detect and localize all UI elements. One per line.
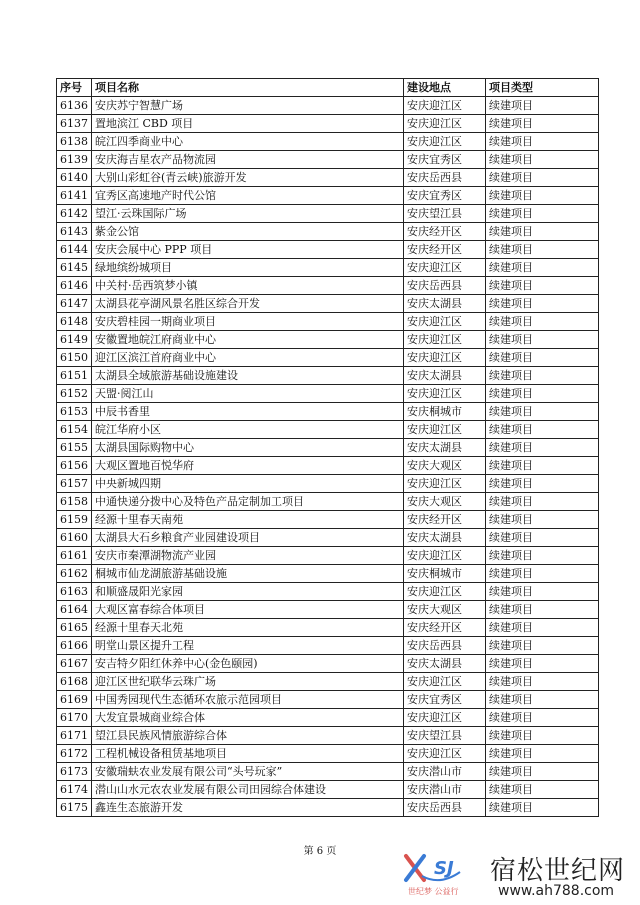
serial-cell: 6155 bbox=[57, 439, 92, 457]
location-cell: 安庆大观区 bbox=[404, 493, 486, 511]
table-row bbox=[57, 547, 599, 565]
serial-cell: 6168 bbox=[57, 673, 92, 691]
location-cell: 安庆迎江区 bbox=[404, 331, 486, 349]
project-type-cell: 续建项目 bbox=[486, 619, 599, 637]
location-cell: 安庆太湖县 bbox=[404, 439, 486, 457]
location-cell: 安庆大观区 bbox=[404, 601, 486, 619]
serial-cell: 6157 bbox=[57, 475, 92, 493]
table-row bbox=[57, 295, 599, 313]
project-name-cell: 迎江区世纪联华云珠广场 bbox=[92, 673, 404, 691]
project-name-cell: 经源十里春天南苑 bbox=[92, 511, 404, 529]
project-name-cell: 明堂山景区提升工程 bbox=[92, 637, 404, 655]
table-row bbox=[57, 655, 599, 673]
project-name-cell: 宜秀区高速地产时代公馆 bbox=[92, 187, 404, 205]
project-type-cell: 续建项目 bbox=[486, 799, 599, 817]
project-type-cell: 续建项目 bbox=[486, 763, 599, 781]
project-name-cell: 安徽置地皖江府商业中心 bbox=[92, 331, 404, 349]
project-type-cell: 续建项目 bbox=[486, 583, 599, 601]
location-cell: 安庆迎江区 bbox=[404, 547, 486, 565]
serial-cell: 6148 bbox=[57, 313, 92, 331]
project-name-cell: 望江·云珠国际广场 bbox=[92, 205, 404, 223]
watermark-tagline: 世纪梦 公益行 bbox=[408, 887, 459, 896]
serial-cell: 6141 bbox=[57, 187, 92, 205]
project-type-cell: 续建项目 bbox=[486, 529, 599, 547]
project-type-cell: 续建项目 bbox=[486, 403, 599, 421]
project-type-cell: 续建项目 bbox=[486, 655, 599, 673]
location-cell: 安庆大观区 bbox=[404, 457, 486, 475]
table-row bbox=[57, 709, 599, 727]
serial-cell: 6171 bbox=[57, 727, 92, 745]
page-number: 第 6 页 bbox=[303, 846, 337, 857]
serial-cell: 6158 bbox=[57, 493, 92, 511]
serial-cell: 6144 bbox=[57, 241, 92, 259]
project-name-cell: 太湖县全域旅游基础设施建设 bbox=[92, 367, 404, 385]
project-type-cell: 续建项目 bbox=[486, 133, 599, 151]
table-row bbox=[57, 331, 599, 349]
project-name-cell: 置地滨江 CBD 项目 bbox=[92, 115, 404, 133]
serial-cell: 6173 bbox=[57, 763, 92, 781]
project-name-cell: 潜山山水元农农业发展有限公司田园综合体建设 bbox=[92, 781, 404, 799]
location-cell: 安庆迎江区 bbox=[404, 259, 486, 277]
header-location: 建设地点 bbox=[404, 79, 486, 97]
table-row bbox=[57, 349, 599, 367]
project-type-cell: 续建项目 bbox=[486, 367, 599, 385]
project-name-cell: 中通快递分拨中心及特色产品定制加工项目 bbox=[92, 493, 404, 511]
project-name-cell: 迎江区滨江首府商业中心 bbox=[92, 349, 404, 367]
location-cell: 安庆迎江区 bbox=[404, 349, 486, 367]
table-row bbox=[57, 115, 599, 133]
header-project-type: 项目类型 bbox=[486, 79, 599, 97]
table-row bbox=[57, 277, 599, 295]
project-name-cell: 鑫连生态旅游开发 bbox=[92, 799, 404, 817]
table-row bbox=[57, 367, 599, 385]
project-name-cell: 安庆市秦潭湖物流产业园 bbox=[92, 547, 404, 565]
location-cell: 安庆太湖县 bbox=[404, 529, 486, 547]
table-row bbox=[57, 151, 599, 169]
location-cell: 安庆迎江区 bbox=[404, 115, 486, 133]
project-type-cell: 续建项目 bbox=[486, 331, 599, 349]
table-row bbox=[57, 205, 599, 223]
serial-cell: 6167 bbox=[57, 655, 92, 673]
location-cell: 安庆迎江区 bbox=[404, 709, 486, 727]
serial-cell: 6139 bbox=[57, 151, 92, 169]
project-name-cell: 桐城市仙龙湖旅游基础设施 bbox=[92, 565, 404, 583]
project-type-cell: 续建项目 bbox=[486, 421, 599, 439]
table-row bbox=[57, 511, 599, 529]
location-cell: 安庆宜秀区 bbox=[404, 151, 486, 169]
location-cell: 安庆岳西县 bbox=[404, 637, 486, 655]
location-cell: 安庆望江县 bbox=[404, 727, 486, 745]
location-cell: 安庆岳西县 bbox=[404, 277, 486, 295]
location-cell: 安庆岳西县 bbox=[404, 799, 486, 817]
table-row bbox=[57, 241, 599, 259]
table-row bbox=[57, 583, 599, 601]
project-type-cell: 续建项目 bbox=[486, 349, 599, 367]
project-type-cell: 续建项目 bbox=[486, 601, 599, 619]
header-serial: 序号 bbox=[57, 79, 92, 97]
table-row bbox=[57, 493, 599, 511]
location-cell: 安庆桐城市 bbox=[404, 565, 486, 583]
header-project-name: 项目名称 bbox=[92, 79, 404, 97]
project-type-cell: 续建项目 bbox=[486, 295, 599, 313]
project-type-cell: 续建项目 bbox=[486, 277, 599, 295]
project-type-cell: 续建项目 bbox=[486, 115, 599, 133]
project-type-cell: 续建项目 bbox=[486, 493, 599, 511]
location-cell: 安庆宜秀区 bbox=[404, 691, 486, 709]
location-cell: 安庆迎江区 bbox=[404, 97, 486, 115]
project-name-cell: 安吉特夕阳红休养中心(金色颐园) bbox=[92, 655, 404, 673]
table-row bbox=[57, 439, 599, 457]
location-cell: 安庆太湖县 bbox=[404, 367, 486, 385]
project-name-cell: 安庆苏宁智慧广场 bbox=[92, 97, 404, 115]
table-row bbox=[57, 637, 599, 655]
project-type-cell: 续建项目 bbox=[486, 439, 599, 457]
project-name-cell: 皖江四季商业中心 bbox=[92, 133, 404, 151]
table-row bbox=[57, 187, 599, 205]
project-type-cell: 续建项目 bbox=[486, 457, 599, 475]
serial-cell: 6151 bbox=[57, 367, 92, 385]
svg-text:SJ: SJ bbox=[434, 858, 454, 879]
serial-cell: 6143 bbox=[57, 223, 92, 241]
serial-cell: 6166 bbox=[57, 637, 92, 655]
project-name-cell: 安庆碧桂园一期商业项目 bbox=[92, 313, 404, 331]
project-name-cell: 中辰书香里 bbox=[92, 403, 404, 421]
project-name-cell: 大发宜景城商业综合体 bbox=[92, 709, 404, 727]
location-cell: 安庆潜山市 bbox=[404, 781, 486, 799]
table-row bbox=[57, 133, 599, 151]
project-type-cell: 续建项目 bbox=[486, 565, 599, 583]
serial-cell: 6152 bbox=[57, 385, 92, 403]
serial-cell: 6164 bbox=[57, 601, 92, 619]
serial-cell: 6175 bbox=[57, 799, 92, 817]
project-name-cell: 天盟·阅江山 bbox=[92, 385, 404, 403]
project-name-cell: 大观区置地百悦华府 bbox=[92, 457, 404, 475]
location-cell: 安庆迎江区 bbox=[404, 421, 486, 439]
table-row bbox=[57, 673, 599, 691]
location-cell: 安庆太湖县 bbox=[404, 295, 486, 313]
table-header-row bbox=[57, 79, 599, 97]
project-name-cell: 大观区富春综合体项目 bbox=[92, 601, 404, 619]
table-row bbox=[57, 385, 599, 403]
table-row bbox=[57, 781, 599, 799]
project-name-cell: 大别山彩虹谷(青云峡)旅游开发 bbox=[92, 169, 404, 187]
location-cell: 安庆望江县 bbox=[404, 205, 486, 223]
table-row bbox=[57, 313, 599, 331]
project-name-cell: 中央新城四期 bbox=[92, 475, 404, 493]
location-cell: 安庆太湖县 bbox=[404, 655, 486, 673]
serial-cell: 6154 bbox=[57, 421, 92, 439]
project-type-cell: 续建项目 bbox=[486, 223, 599, 241]
project-type-cell: 续建项目 bbox=[486, 169, 599, 187]
watermark-url: www.ah788.com bbox=[498, 883, 615, 899]
table-row bbox=[57, 565, 599, 583]
project-type-cell: 续建项目 bbox=[486, 187, 599, 205]
project-name-cell: 皖江华府小区 bbox=[92, 421, 404, 439]
location-cell: 安庆潜山市 bbox=[404, 763, 486, 781]
location-cell: 安庆迎江区 bbox=[404, 475, 486, 493]
serial-cell: 6156 bbox=[57, 457, 92, 475]
table-row bbox=[57, 475, 599, 493]
location-cell: 安庆宜秀区 bbox=[404, 187, 486, 205]
project-type-cell: 续建项目 bbox=[486, 151, 599, 169]
project-name-cell: 和顺盛晟阳光家园 bbox=[92, 583, 404, 601]
location-cell: 安庆经开区 bbox=[404, 511, 486, 529]
project-type-cell: 续建项目 bbox=[486, 745, 599, 763]
project-name-cell: 太湖县大石乡粮食产业园建设项目 bbox=[92, 529, 404, 547]
serial-cell: 6163 bbox=[57, 583, 92, 601]
serial-cell: 6136 bbox=[57, 97, 92, 115]
project-table-container bbox=[56, 78, 598, 817]
project-type-cell: 续建项目 bbox=[486, 511, 599, 529]
serial-cell: 6140 bbox=[57, 169, 92, 187]
serial-cell: 6159 bbox=[57, 511, 92, 529]
project-type-cell: 续建项目 bbox=[486, 241, 599, 259]
serial-cell: 6162 bbox=[57, 565, 92, 583]
project-name-cell: 绿地缤纷城项目 bbox=[92, 259, 404, 277]
location-cell: 安庆经开区 bbox=[404, 223, 486, 241]
location-cell: 安庆迎江区 bbox=[404, 385, 486, 403]
table-row bbox=[57, 601, 599, 619]
location-cell: 安庆迎江区 bbox=[404, 313, 486, 331]
location-cell: 安庆桐城市 bbox=[404, 403, 486, 421]
location-cell: 安庆经开区 bbox=[404, 619, 486, 637]
serial-cell: 6160 bbox=[57, 529, 92, 547]
location-cell: 安庆迎江区 bbox=[404, 745, 486, 763]
table-row bbox=[57, 619, 599, 637]
serial-cell: 6138 bbox=[57, 133, 92, 151]
project-type-cell: 续建项目 bbox=[486, 313, 599, 331]
project-name-cell: 太湖县国际购物中心 bbox=[92, 439, 404, 457]
project-type-cell: 续建项目 bbox=[486, 727, 599, 745]
table-row bbox=[57, 259, 599, 277]
project-type-cell: 续建项目 bbox=[486, 781, 599, 799]
serial-cell: 6161 bbox=[57, 547, 92, 565]
table-row bbox=[57, 763, 599, 781]
project-type-cell: 续建项目 bbox=[486, 637, 599, 655]
project-type-cell: 续建项目 bbox=[486, 259, 599, 277]
table-row bbox=[57, 403, 599, 421]
project-name-cell: 中关村·岳西筑梦小镇 bbox=[92, 277, 404, 295]
serial-cell: 6165 bbox=[57, 619, 92, 637]
serial-cell: 6169 bbox=[57, 691, 92, 709]
serial-cell: 6153 bbox=[57, 403, 92, 421]
project-type-cell: 续建项目 bbox=[486, 97, 599, 115]
project-name-cell: 安庆会展中心 PPP 项目 bbox=[92, 241, 404, 259]
serial-cell: 6170 bbox=[57, 709, 92, 727]
project-name-cell: 中国秀园现代生态循环农旅示范园项目 bbox=[92, 691, 404, 709]
project-name-cell: 紫金公馆 bbox=[92, 223, 404, 241]
table-row bbox=[57, 421, 599, 439]
table-row bbox=[57, 727, 599, 745]
location-cell: 安庆迎江区 bbox=[404, 133, 486, 151]
serial-cell: 6145 bbox=[57, 259, 92, 277]
table-row bbox=[57, 799, 599, 817]
serial-cell: 6172 bbox=[57, 745, 92, 763]
location-cell: 安庆岳西县 bbox=[404, 169, 486, 187]
serial-cell: 6174 bbox=[57, 781, 92, 799]
project-type-cell: 续建项目 bbox=[486, 691, 599, 709]
location-cell: 安庆经开区 bbox=[404, 241, 486, 259]
table-row bbox=[57, 745, 599, 763]
project-name-cell: 望江县民族风情旅游综合体 bbox=[92, 727, 404, 745]
table-row bbox=[57, 529, 599, 547]
table-row bbox=[57, 457, 599, 475]
watermark-site-name: 宿松世纪网 bbox=[490, 856, 626, 886]
table-row bbox=[57, 97, 599, 115]
location-cell: 安庆迎江区 bbox=[404, 583, 486, 601]
project-name-cell: 经源十里春天北苑 bbox=[92, 619, 404, 637]
watermark-logo bbox=[398, 848, 640, 905]
project-type-cell: 续建项目 bbox=[486, 709, 599, 727]
project-name-cell: 安徽瑞蚨农业发展有限公司“头号玩家” bbox=[92, 763, 404, 781]
project-name-cell: 太湖县花亭湖风景名胜区综合开发 bbox=[92, 295, 404, 313]
project-name-cell: 安庆海吉星农产品物流园 bbox=[92, 151, 404, 169]
project-table bbox=[56, 78, 599, 817]
serial-cell: 6142 bbox=[57, 205, 92, 223]
table-row bbox=[57, 223, 599, 241]
serial-cell: 6150 bbox=[57, 349, 92, 367]
project-type-cell: 续建项目 bbox=[486, 205, 599, 223]
project-type-cell: 续建项目 bbox=[486, 673, 599, 691]
table-row bbox=[57, 691, 599, 709]
serial-cell: 6149 bbox=[57, 331, 92, 349]
project-type-cell: 续建项目 bbox=[486, 475, 599, 493]
serial-cell: 6147 bbox=[57, 295, 92, 313]
project-type-cell: 续建项目 bbox=[486, 547, 599, 565]
table-row bbox=[57, 169, 599, 187]
project-type-cell: 续建项目 bbox=[486, 385, 599, 403]
project-name-cell: 工程机械设备租赁基地项目 bbox=[92, 745, 404, 763]
serial-cell: 6137 bbox=[57, 115, 92, 133]
serial-cell: 6146 bbox=[57, 277, 92, 295]
location-cell: 安庆迎江区 bbox=[404, 673, 486, 691]
